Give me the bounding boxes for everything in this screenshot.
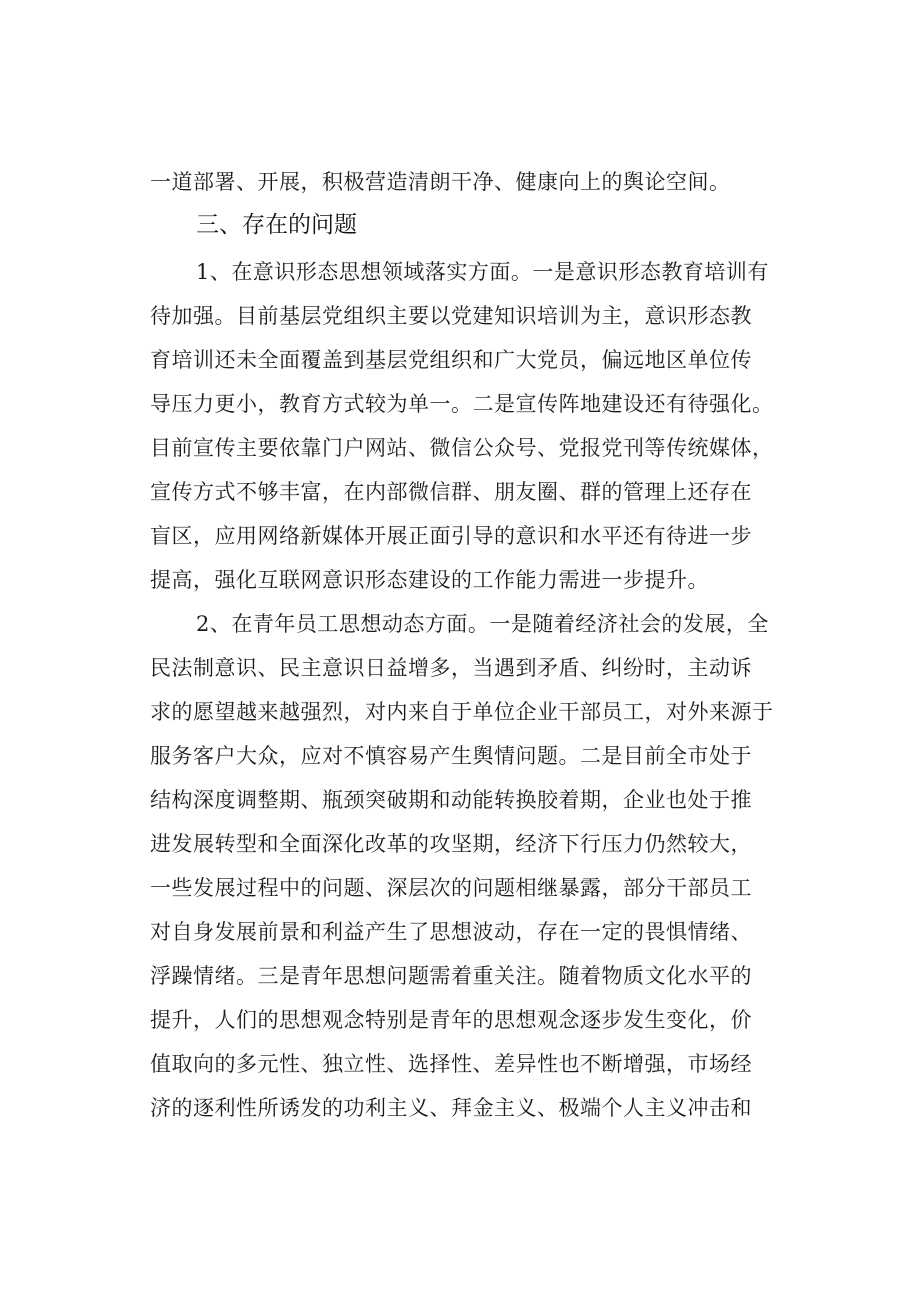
paragraph-line: 济的逐利性所诱发的功利主义、拜金主义、极端个人主义冲击和 [150,1096,752,1120]
paragraph-line: 服务客户大众，应对不慎容易产生舆情问题。二是目前全市处于 [150,744,752,768]
paragraph-line: 导压力更小，教育方式较为单一。二是宣传阵地建设还有待强化。 [150,392,774,416]
paragraph-line: 目前宣传主要依靠门户网站、微信公众号、党报党刊等传统媒体， [150,436,774,460]
paragraph-line: 育培训还未全面覆盖到基层党组织和广大党员，偏远地区单位传 [150,348,752,372]
paragraph-line: 待加强。目前基层党组织主要以党建知识培训为主，意识形态教 [150,304,752,328]
paragraph-line: 值取向的多元性、独立性、选择性、差异性也不断增强，市场经 [150,1052,752,1076]
paragraph-line: 1、在意识形态思想领域落实方面。一是意识形态教育培训有 [196,260,769,284]
paragraph-line: 2、在青年员工思想动态方面。一是随着经济社会的发展，全 [196,612,769,636]
paragraph-line: 盲区，应用网络新媒体开展正面引导的意识和水平还有待进一步 [150,524,752,548]
paragraph-line: 民法制意识、民主意识日益增多，当遇到矛盾、纠纷时，主动诉 [150,656,752,680]
paragraph-line: 求的愿望越来越强烈，对内来自于单位企业干部员工，对外来源于 [150,700,774,724]
paragraph-line: 浮躁情绪。三是青年思想问题需着重关注。随着物质文化水平的 [150,964,752,988]
paragraph-line: 进发展转型和全面深化改革的攻坚期，经济下行压力仍然较大， [150,832,752,856]
paragraph-line: 对自身发展前景和利益产生了思想波动，存在一定的畏惧情绪、 [150,920,752,944]
paragraph-line: 宣传方式不够丰富，在内部微信群、朋友圈、群的管理上还存在 [150,480,752,504]
paragraph-line: 提高，强化互联网意识形态建设的工作能力需进一步提升。 [150,568,709,592]
paragraph-line: 一些发展过程中的问题、深层次的问题相继暴露，部分干部员工 [150,876,752,900]
section-heading: 三、存在的问题 [196,212,357,238]
paragraph-line: 结构深度调整期、瓶颈突破期和动能转换胶着期，企业也处于推 [150,788,752,812]
paragraph-line: 一道部署、开展，积极营造清朗干净、健康向上的舆论空间。 [150,170,731,194]
paragraph-line: 提升，人们的思想观念特别是青年的思想观念逐步发生变化，价 [150,1008,752,1032]
